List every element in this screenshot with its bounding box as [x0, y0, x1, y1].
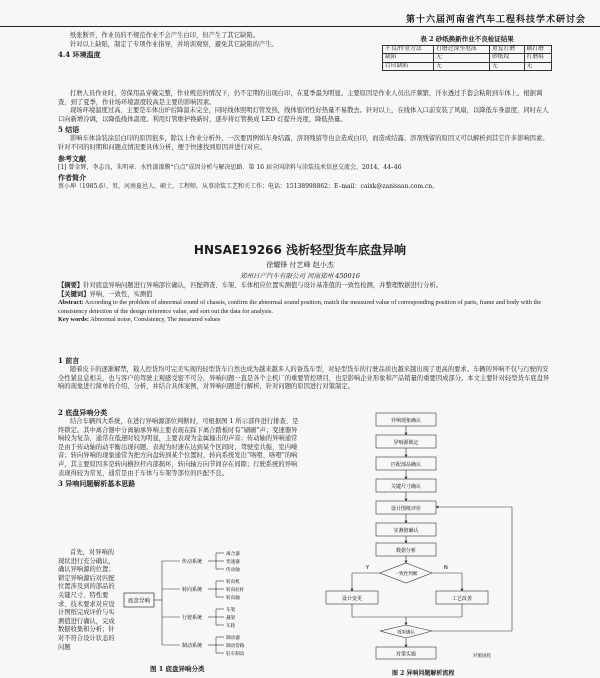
table-cell: 白印缺陷: [383, 62, 434, 70]
tree-leaf: 传动轴: [226, 568, 240, 573]
section-heading: 5 结语: [58, 125, 80, 135]
tree-leaf: 制动管路: [226, 644, 245, 649]
paragraph: 打磨人员作业时，劳保用品穿戴完整，作业规范的情况下，仍不定期的出现白印，在夏季最为明显。主要原因是作业人员出汗频繁，汗水透过手套会粘附到车体上。根据调查，到了夏季，作业场环境温度较高是主要的影响因素。: [58, 90, 543, 106]
tree-leaf: 转向轴: [226, 596, 240, 601]
tree-group-label: 传动系统: [182, 559, 203, 565]
tree-group-label: 行驶系统: [182, 615, 203, 621]
narrow-text-column: [58, 549, 116, 652]
tree-group-0: [162, 550, 240, 573]
table-cell: 打磨痕: [524, 54, 551, 62]
article-authors: 徐耀锋 付艺峰 赵小杰: [266, 261, 334, 269]
tree-leaf: 离合器: [226, 552, 240, 557]
abstract-en: [58, 299, 552, 316]
flow-node: 关键尺寸确认: [390, 484, 422, 490]
flow-node: 异响现象确认: [390, 418, 422, 424]
tree-group-3: [162, 634, 245, 657]
tree-leaf: 驻车制动: [226, 652, 245, 657]
flow-decision: 一致性判断: [394, 572, 418, 577]
table-row: [383, 54, 552, 62]
paragraph: 影响车体涂装涂层白印的原因很多，除以上作业分析外，一次要因例如车身结露、溶剂残留等也会造成白印，而造成结露、溶剂残留的原因又可以解析到其它许多影响因素。针对不同的时期和问题点情况要具体分析，便于快速找到原因并进行对应。: [58, 135, 549, 151]
table-row: [383, 62, 552, 70]
abstract-cn-label: 【摘要】: [58, 282, 84, 289]
flow-node: 工艺改善: [451, 596, 473, 602]
tree-root-label: 底盘异响: [127, 598, 151, 605]
paragraph: 纸张断开，作业员的不规范作业不会产生白印，但产生了其它缺陷。: [70, 32, 259, 39]
flow-no-label: N: [444, 565, 448, 571]
figure-2: [312, 407, 554, 673]
tree-leaf: 制动器: [226, 636, 240, 641]
flow-yes-label: Y: [366, 565, 370, 571]
flow-node: 匹配部品确认: [390, 462, 422, 468]
paragraph: 现场环境温度过高，主要是车体出炉后降温未完全，同时线体照明灯管发热，线体密闭性好热量不易散去。针对以上，在线体入口前安装了风扇，以降低车身温度，同时在人口向新增冷调，以降低线体温度。利用灯管维护换新时，逐步将灯管换成 LED 灯提升亮度，降低热量。: [58, 107, 549, 123]
paragraph: 针对以上缺陷，制定了专项作业指导，并培训观察，避免其它缺陷的产生。: [70, 40, 278, 48]
author-bio-heading: 作者简介: [58, 172, 86, 182]
table-2: [382, 34, 552, 71]
table-header-row: [383, 46, 552, 54]
keywords-en-text: Abnormal noise, Consistency, The measured values: [90, 316, 221, 323]
section-heading: 4.4 环境温度: [58, 50, 101, 60]
abstract-cn-text: 针对底盘异响问题进行异响部位确认，匹配筛查、车架、车体相应位置实测值与设计基准值的一致性检测，并整理数据进行分析。: [83, 282, 443, 289]
flow-nodes: [326, 413, 492, 659]
table-cell: 砂纸纹: [489, 54, 524, 62]
tree-leaf: 车架: [226, 608, 236, 613]
author-bio: 蔡小坤（1985.6），男，河南夏邑人，硕士，工程师，从事涂装工艺和关工作；电话：15138998862；E–mail：caixk@zanissan.com.cn。: [58, 182, 439, 190]
tree-leaf: 转向机: [226, 580, 240, 585]
section-heading: 2 底盘异响分类: [58, 408, 108, 417]
keywords-cn-label: 【关键词】: [58, 290, 90, 298]
flow-node: 对策实施: [395, 651, 417, 658]
figure-2-caption: 图 2 异响问题解析流程: [392, 670, 455, 677]
keywords-cn-text: 异响，一致性，实测值: [89, 290, 153, 298]
flow-node: 数据分析: [395, 548, 417, 554]
section-heading: 1 前言: [58, 356, 80, 365]
tree-group-label: 制动系统: [182, 643, 203, 649]
flow-decision: 效果确认: [397, 630, 415, 636]
table-cell: 打磨过深至电泳: [434, 46, 490, 54]
tree-leaf: 车轮: [226, 624, 236, 629]
table-caption: 表 2 砂纸换新作业不良检证结果: [420, 35, 514, 43]
table-cell: 无: [524, 62, 551, 70]
paragraph: 随着皮卡的逐渐解禁，载人控货均可完美实现的轻型货车自然也成为越来越多人的备选车型，对轻型货车的行驶品质也越来越出现了更高的要求。车辆的异响不仅与行驶的安全性紧息息相关，也与客户的驾驶主观感受密不可分，异响问题一直是各个主机厂的重要管控项目，也是影响企业形象和产品销量的重要因成部分。本文主要针对轻型货车底盘异响的现象进行简单的介绍、分析，并结合具体案例，对异响问题进行解析，针对问题的原因进行对策制定。: [58, 366, 550, 391]
abstract-en-text: According to the problem of abnormal sound of chassis, confirm the abnormal sound position, match the measured value of corresponding position of parts, frame and body with the consistency detection of the design reference value, and sort out the data for analysis.: [58, 299, 542, 315]
flow-node: 对策固化: [472, 654, 492, 659]
table-cell: 缺陷: [383, 54, 434, 62]
flow-node: 设计变更: [341, 596, 363, 602]
figure-1-caption: 图 1 底盘异响分类: [150, 665, 205, 673]
left-column: [58, 407, 302, 489]
tree-leaf: 转向拉杆: [226, 588, 245, 593]
references-heading: 参考文献: [58, 153, 86, 163]
tree-leaf: 变速器: [226, 560, 240, 565]
paragraph: 首先，对异响的现状进行充分确认，确认异响源的位置；锁定异响源后对匹配位置涉及到的部品的关键尺寸、特性要求、技术要求对应设计图纸完成评价与实测值进行确认，完成数据收集和分析；针对不符合设计状态的问题: [58, 549, 115, 651]
table-cell: 无: [489, 62, 524, 70]
abstract-en-label: Abstract:: [58, 299, 84, 306]
figure-1-diagram: [120, 549, 302, 661]
figure-1: [120, 549, 302, 661]
prev-article-body: [58, 90, 552, 191]
figure-2-flowchart: [312, 407, 554, 673]
flow-node: 设计图纸评价: [390, 506, 422, 512]
running-header: [0, 10, 600, 28]
table-cell: 重复打磨: [489, 46, 524, 54]
abstract-cn: [58, 282, 552, 291]
table-cell: 无: [434, 62, 490, 70]
article-title: HNSAE19266 浅析轻型货车底盘异响: [193, 243, 407, 257]
table-cell: 不良/作业方法: [383, 46, 434, 54]
tree-leaf: 悬架: [226, 616, 236, 621]
header-rule: [0, 26, 600, 27]
table-cell: 刷打磨: [524, 46, 551, 54]
tree-group-label: 转向系统: [182, 587, 203, 593]
intro-section: [58, 355, 552, 392]
journal-title: 第十六届河南省汽车工程科技学术研讨会: [405, 15, 586, 25]
keywords-en-label: Key words:: [58, 316, 89, 323]
prev-article-column: [58, 32, 378, 60]
table-cell: 无: [434, 54, 490, 62]
tree-group-2: [162, 606, 236, 629]
paragraph: 结合车辆四大系统，在进行异响源部位判断时，可根据图 1 所示部件进行排查、是终锁定。其中离合器中分离轴承异响主要表现在踩下离合踏板时有“刷刷”声；变速器异响较为复杂，通常在低速时较为明显，主要表现为金属撞击的声音；传动轴的异响通常是由于传动轴的动平衡出现问题，表现为时速在达到某个区间时，驾驶室共振，室内噪音；转向异响的现象通常为把方向盘转到某个位置时，转向系统发出“咯噔、咯噔”的响声，其主要原因多是转向横拉杆内部损坏，转向轴万向节间存在间隙；行驶系统的异响表现得较为常见，通常是由于车体与车架等部位的匹配不良。: [58, 418, 299, 477]
flow-node: 异响源锁定: [393, 440, 419, 446]
reference-item: [1] 曾金辉，李志良，朱明章．水性漆漆膜“白点”成因分析与解决思路．第 16 届全国涂料与涂装技术信息交流会，2014，44–46: [58, 163, 402, 171]
section-heading: 3 异响问题解析基本思路: [58, 479, 136, 489]
keywords-en: [58, 316, 552, 325]
abstract-block: [58, 282, 552, 325]
article-affiliation: 郑州日产汽车有限公司 河南郑州 450016: [240, 272, 360, 280]
table-grid: [382, 45, 552, 71]
flow-node: 实测值确认: [393, 528, 419, 534]
keywords-cn: [58, 291, 552, 300]
tree-group-1: [162, 578, 245, 601]
